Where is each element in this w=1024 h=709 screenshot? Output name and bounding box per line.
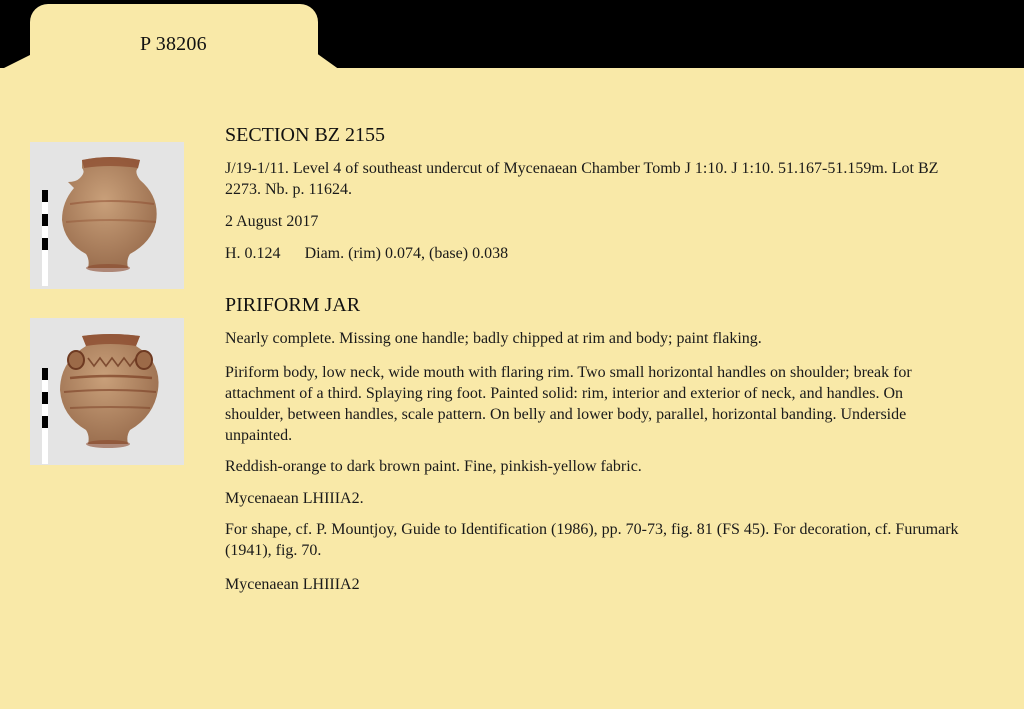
period-footer-text: Mycenaean LHIIIA2 — [225, 576, 360, 593]
diameter-text: Diam. (rim) 0.074, (base) 0.038 — [304, 245, 509, 262]
inventory-number: P 38206 — [140, 33, 207, 55]
jar-image — [30, 142, 184, 289]
jar-photo-side[interactable] — [30, 142, 184, 289]
date-text: 2 August 2017 — [225, 213, 319, 230]
findspot-text: J/19-1/11. Level 4 of southeast undercut of Mycenaean Chamber Tomb J 1:10. J 1:10. 51.167-51.159m. Lot BZ 2273. Nb. p. 11624. — [225, 160, 939, 198]
comparanda-text: For shape, cf. P. Mountjoy, Guide to Identification (1986), pp. 70-73, fig. 81 (FS 45). For decoration, cf. Furumark (1941), fig. 70. — [225, 521, 959, 559]
description-text: Piriform body, low neck, wide mouth with flaring rim. Two small horizontal handles on shoulder; break for attachment of a third. Splaying ring foot. Painted solid: rim, interior and exterior of neck, and handles. On shoulder, between handles, scale pattern. On belly and lower body, parallel, horizontal banding. Underside unpainted. — [225, 364, 912, 444]
jar-image — [30, 318, 184, 465]
object-heading: PIRIFORM JAR — [225, 294, 361, 316]
jar-photo-front[interactable] — [30, 318, 184, 465]
dimensions-line — [225, 243, 960, 264]
condition-text: Nearly complete. Missing one handle; badly chipped at rim and body; paint flaking. — [225, 330, 762, 347]
folder-tab[interactable] — [30, 4, 318, 70]
period-text: Mycenaean LHIIIA2. — [225, 490, 364, 507]
fabric-text: Reddish-orange to dark brown paint. Fine, pinkish-yellow fabric. — [225, 458, 642, 475]
section-heading: SECTION BZ 2155 — [225, 124, 385, 146]
height-text: H. 0.124 — [225, 245, 281, 262]
